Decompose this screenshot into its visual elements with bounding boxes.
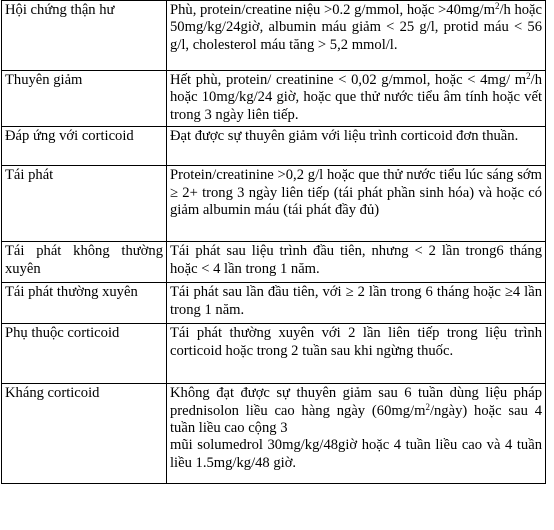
term-cell	[2, 283, 167, 324]
superscript: 2	[425, 401, 430, 412]
term-text: Tái phát không thường xuyên	[5, 243, 163, 277]
definition-cell: Đạt được sự thuyên giảm với liệu trình corticoid đơn thuần.	[167, 127, 546, 166]
term-cell: Kháng corticoid	[2, 384, 167, 484]
term-cell: Đáp ứng với corticoid	[2, 127, 167, 166]
definition-text: Không đạt được sự thuyên giảm sau 6 tuần dùng liệu pháp prednisolon liều cao hàng ngày (60mg/m	[170, 385, 542, 419]
definitions-table	[1, 0, 546, 484]
document-page	[1, 0, 546, 484]
term-cell	[2, 242, 167, 283]
definition-text: /ngày) hoặc sau 4 tuần liều cao cộng 3	[170, 402, 543, 437]
definition-cell: Tái phát sau liệu trình đầu tiên, nhưng < 2 lần trong6 tháng hoặc < 4 lần trong 1 năm.	[167, 242, 546, 283]
definition-cell: Tái phát thường xuyên với 2 lần liên tiếp trong liệu trình corticoid hoặc trong 2 tuần sau khi ngừng thuốc.	[167, 324, 546, 384]
term-cell: Hội chứng thận hư	[2, 1, 167, 71]
definition-text: Hết phù, protein/ creatinine < 0,02 g/mmol, hoặc < 4mg/ m	[170, 72, 527, 88]
table-row	[2, 384, 546, 484]
definition-cell	[167, 71, 546, 127]
definition-text: /h hoặc 50mg/kg/24giờ, albumin máu giảm < 25 g/l, protid máu < 56 g/l, cholesterol máu tăng > 5,2 mmol/l.	[170, 2, 542, 53]
table-row	[2, 71, 546, 127]
table-row	[2, 166, 546, 242]
table-row	[2, 1, 546, 71]
term-cell: Tái phát	[2, 166, 167, 242]
definition-text: /h hoặc 10mg/kg/24 giờ, hoặc que thử nước tiểu âm tính hoặc vết trong 3 ngày liên tiếp.	[170, 72, 542, 123]
term-cell: Thuyên giảm	[2, 71, 167, 127]
table-row	[2, 127, 546, 166]
superscript: 2	[526, 71, 531, 81]
definition-cell: Protein/creatinine >0,2 g/l hoặc que thử nước tiểu lúc sáng sớm ≥ 2+ trong 3 ngày liên tiếp (tái phát phần sinh hóa) và hoặc có giảm albumin máu (tái phát đầy đủ)	[167, 166, 546, 242]
definition-text: Phù, protein/creatine niệu >0.2 g/mmol, hoặc >40mg/m	[170, 2, 495, 18]
term-text: Tái phát thường xuyên	[5, 284, 138, 301]
superscript: 2	[494, 1, 500, 11]
definition-cell: Tái phát sau lần đầu tiên, với ≥ 2 lần trong 6 tháng hoặc ≥4 lần trong 1 năm.	[167, 283, 546, 324]
table-row	[2, 283, 546, 324]
term-cell: Phụ thuộc corticoid	[2, 324, 167, 384]
table-row	[2, 242, 546, 283]
definition-cell	[167, 1, 546, 71]
definition-text: mũi solumedrol 30mg/kg/48giờ hoặc 4 tuần liều cao và 4 tuần liều 1.5mg/kg/48 giờ.	[170, 437, 542, 471]
table-row	[2, 324, 546, 384]
definition-cell	[167, 384, 546, 484]
